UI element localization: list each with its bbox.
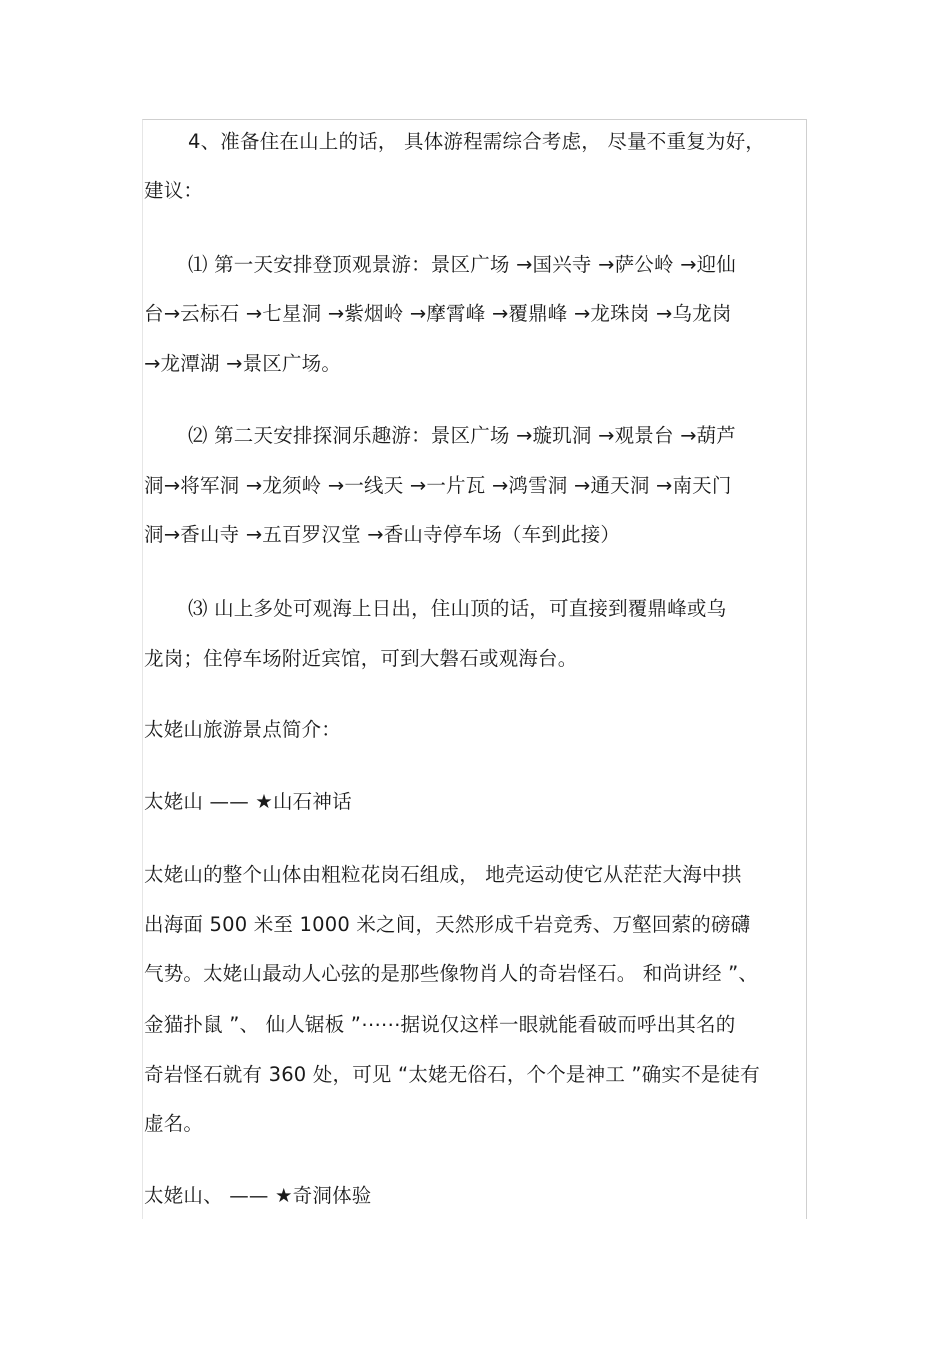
subheading-cave-experience: 太姥山、 —— ★奇洞体验 [144, 1184, 372, 1207]
rock-para-line-1: 太姥山的整个山体由粗粒花岗石组成， 地壳运动使它从茫茫大海中拱 [144, 863, 742, 886]
item-2-line-2: 洞→将军洞 →龙须岭 →一线天 →一片瓦 →鸿雪洞 →通天洞 →南天门 [144, 474, 732, 497]
item-2-line-1: ⑵ 第二天安排探洞乐趣游：景区广场 →璇玑洞 →观景台 →葫芦 [188, 424, 737, 447]
section-heading-intro: 太姥山旅游景点简介： [144, 718, 342, 741]
item-3-line-2: 龙岗；住停车场附近宾馆，可到大磐石或观海台。 [144, 647, 578, 670]
item-1-line-1: ⑴ 第一天安排登顶观景游：景区广场 →国兴寺 →萨公岭 →迎仙 [188, 253, 737, 276]
item-1-line-2: 台→云标石 →七星洞 →紫烟岭 →摩霄峰 →覆鼎峰 →龙珠岗 →乌龙岗 [144, 302, 732, 325]
item-1-line-3: →龙潭湖 →景区广场。 [144, 352, 342, 375]
paragraph-4-line-2: 建议： [144, 179, 204, 202]
item-3-line-1: ⑶ 山上多处可观海上日出，住山顶的话，可直接到覆鼎峰或乌 [188, 597, 727, 620]
item-2-line-3: 洞→香山寺 →五百罗汉堂 →香山寺停车场（车到此接） [144, 523, 621, 546]
rock-para-line-5: 奇岩怪石就有 360 处，可见 “太姥无俗石，个个是神工 ”确实不是徒有 [144, 1063, 760, 1086]
paragraph-4-line-1: 4、准备住在山上的话， 具体游程需综合考虑， 尽量不重复为好， [188, 130, 766, 153]
rock-para-line-4: 金猫扑鼠 ”、 仙人锯板 ”⋯⋯据说仅这样一眼就能看破而呼出其名的 [144, 1013, 736, 1036]
rock-para-line-3: 气势。太姥山最动人心弦的是那些像物肖人的奇岩怪石。 和尚讲经 ”、 [144, 962, 759, 985]
rock-para-line-6: 虚名。 [144, 1112, 204, 1135]
rock-para-line-2: 出海面 500 米至 1000 米之间，天然形成千岩竞秀、万壑回萦的磅礴 [144, 913, 751, 936]
subheading-rock-myths: 太姥山 —— ★山石神话 [144, 790, 352, 813]
